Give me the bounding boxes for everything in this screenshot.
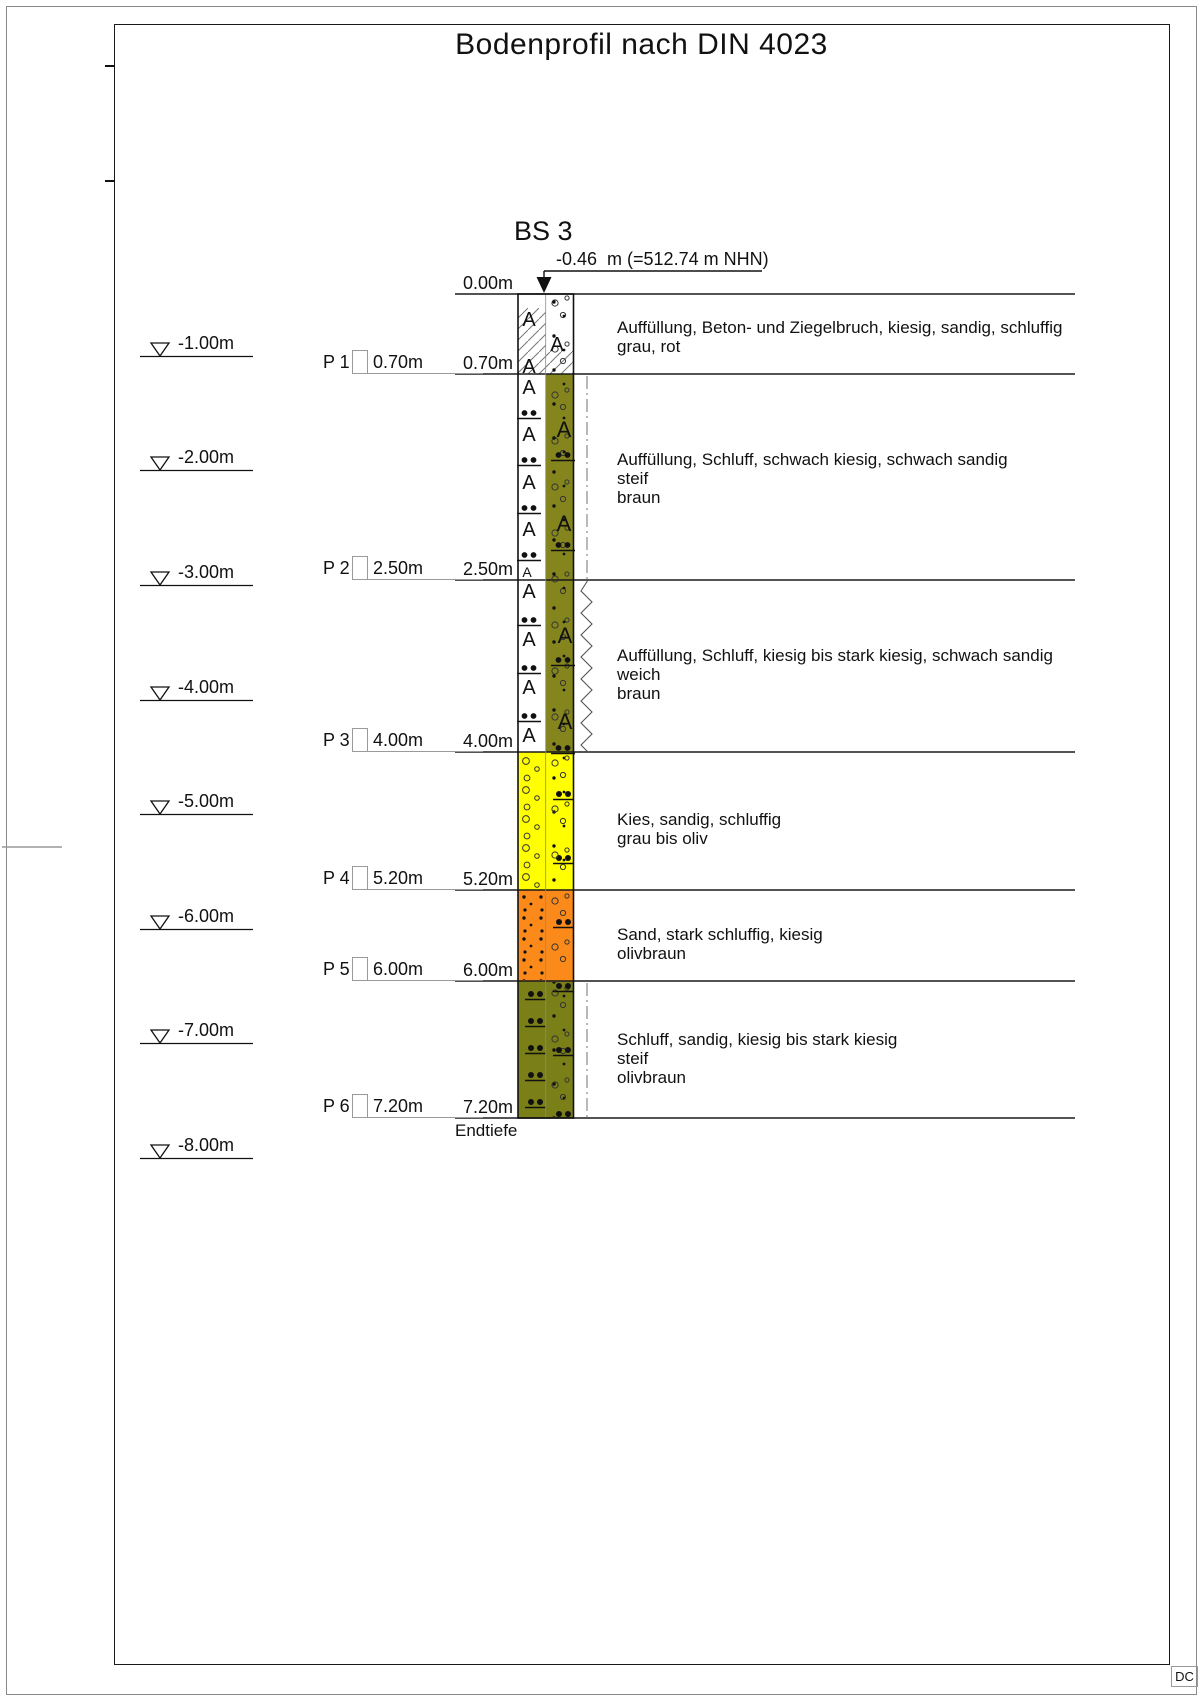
sample-underline [352,1117,483,1118]
elevation-triangle-icon [151,343,169,356]
sample-row-p1 [323,348,498,374]
elevation-triangle-icon [151,1030,169,1043]
sample-depth: 4.00m [373,730,424,750]
layer-2-description: Auffüllung, Schluff, schwach kiesig, schwach sandig steif braun [617,450,1008,507]
layer-1-description: Auffüllung, Beton- und Ziegelbruch, kiesig, sandig, schluffig grau, rot [617,318,1063,356]
svg-text:A: A [557,623,573,648]
svg-text:A: A [556,511,572,536]
depth-label-4.00: 4.00m [462,731,513,751]
sample-depth: 7.20m [373,1096,424,1116]
elevation-triangle-icon [151,801,169,814]
sample-row-p6 [323,1092,498,1118]
sample-box-icon [352,556,368,580]
svg-text:A: A [522,581,536,603]
elevation-mark-4: -4.00m [140,679,258,702]
svg-text:A: A [522,356,536,378]
svg-text:A: A [556,417,572,442]
svg-text:A: A [522,677,536,699]
sample-depth: 6.00m [373,959,424,979]
sample-box-icon [352,1094,368,1118]
layer-5-description: Sand, stark schluffig, kiesig olivbraun [617,925,823,963]
sample-underline [352,373,483,374]
depth-label-5.20: 5.20m [462,869,513,889]
svg-text:A: A [522,564,532,580]
sample-row-p4 [323,864,498,890]
svg-text:A: A [522,725,536,747]
layer-6-description: Schluff, sandig, kiesig bis stark kiesig steif olivbraun [617,1030,898,1087]
svg-text:A: A [522,424,536,446]
elevation-triangle-icon [151,1145,169,1158]
sample-underline [352,579,483,580]
initials-stamp: DC [1171,1666,1198,1687]
sample-box-icon [352,728,368,752]
depth-label-0.00: 0.00m [462,273,513,293]
elevation-mark-1: -1.00m [140,335,258,358]
sample-row-p2 [323,554,498,580]
elevation-mark-6: -6.00m [140,908,258,931]
elevation-mark-8: -8.00m [140,1137,258,1160]
sample-name: P 6 [323,1096,350,1116]
elevation-mark-2: -2.00m [140,449,258,472]
svg-text:A: A [522,519,536,541]
sample-depth: 5.20m [373,868,424,888]
margin-marks [2,66,115,847]
sample-name: P 1 [323,352,350,372]
sample-depth: 0.70m [373,352,424,372]
svg-text:A: A [522,629,536,651]
sample-name: P 4 [323,868,350,888]
depth-label-0.70: 0.70m [462,353,513,373]
sample-box-icon [352,866,368,890]
elevation-mark-5: -5.00m [140,793,258,816]
sample-name: P 3 [323,730,350,750]
elevation-triangle-icon [151,916,169,929]
svg-text:A: A [550,334,564,356]
sample-underline [352,980,483,981]
sample-underline [352,751,483,752]
layer-4-description: Kies, sandig, schluffig grau bis oliv [617,810,782,848]
svg-text:A: A [557,709,573,734]
elevation-triangle-icon [151,457,169,470]
borehole-elevation: -0.46 m (=512.74 m NHN) [556,249,769,269]
sample-depth: 2.50m [373,558,424,578]
elevation-arrow [537,271,763,293]
layer-3-description: Auffüllung, Schluff, kiesig bis stark kiesig, schwach sandig weich braun [617,646,1053,703]
sample-box-icon [352,957,368,981]
sample-name: P 5 [323,959,350,979]
sample-row-p3 [323,726,498,752]
depth-label-6.00: 6.00m [462,960,513,980]
sample-name: P 2 [323,558,350,578]
depth-label-7.20: 7.20m [462,1097,513,1117]
borehole-id: BS 3 [514,216,573,246]
sample-row-p5 [323,955,498,981]
svg-text:A: A [522,309,536,331]
depth-label-2.50: 2.50m [462,559,513,579]
end-depth-label: Endtiefe [455,1121,518,1140]
page-title: Bodenprofil nach DIN 4023 [455,28,828,61]
svg-text:A: A [522,377,536,399]
elevation-mark-3: -3.00m [140,564,258,587]
elevation-mark-7: -7.00m [140,1022,258,1045]
svg-text:A: A [522,472,536,494]
zigzag-line [581,580,592,752]
sample-box-icon [352,350,368,374]
sample-underline [352,889,483,890]
elevation-triangle-icon [151,687,169,700]
elevation-triangle-icon [151,572,169,585]
